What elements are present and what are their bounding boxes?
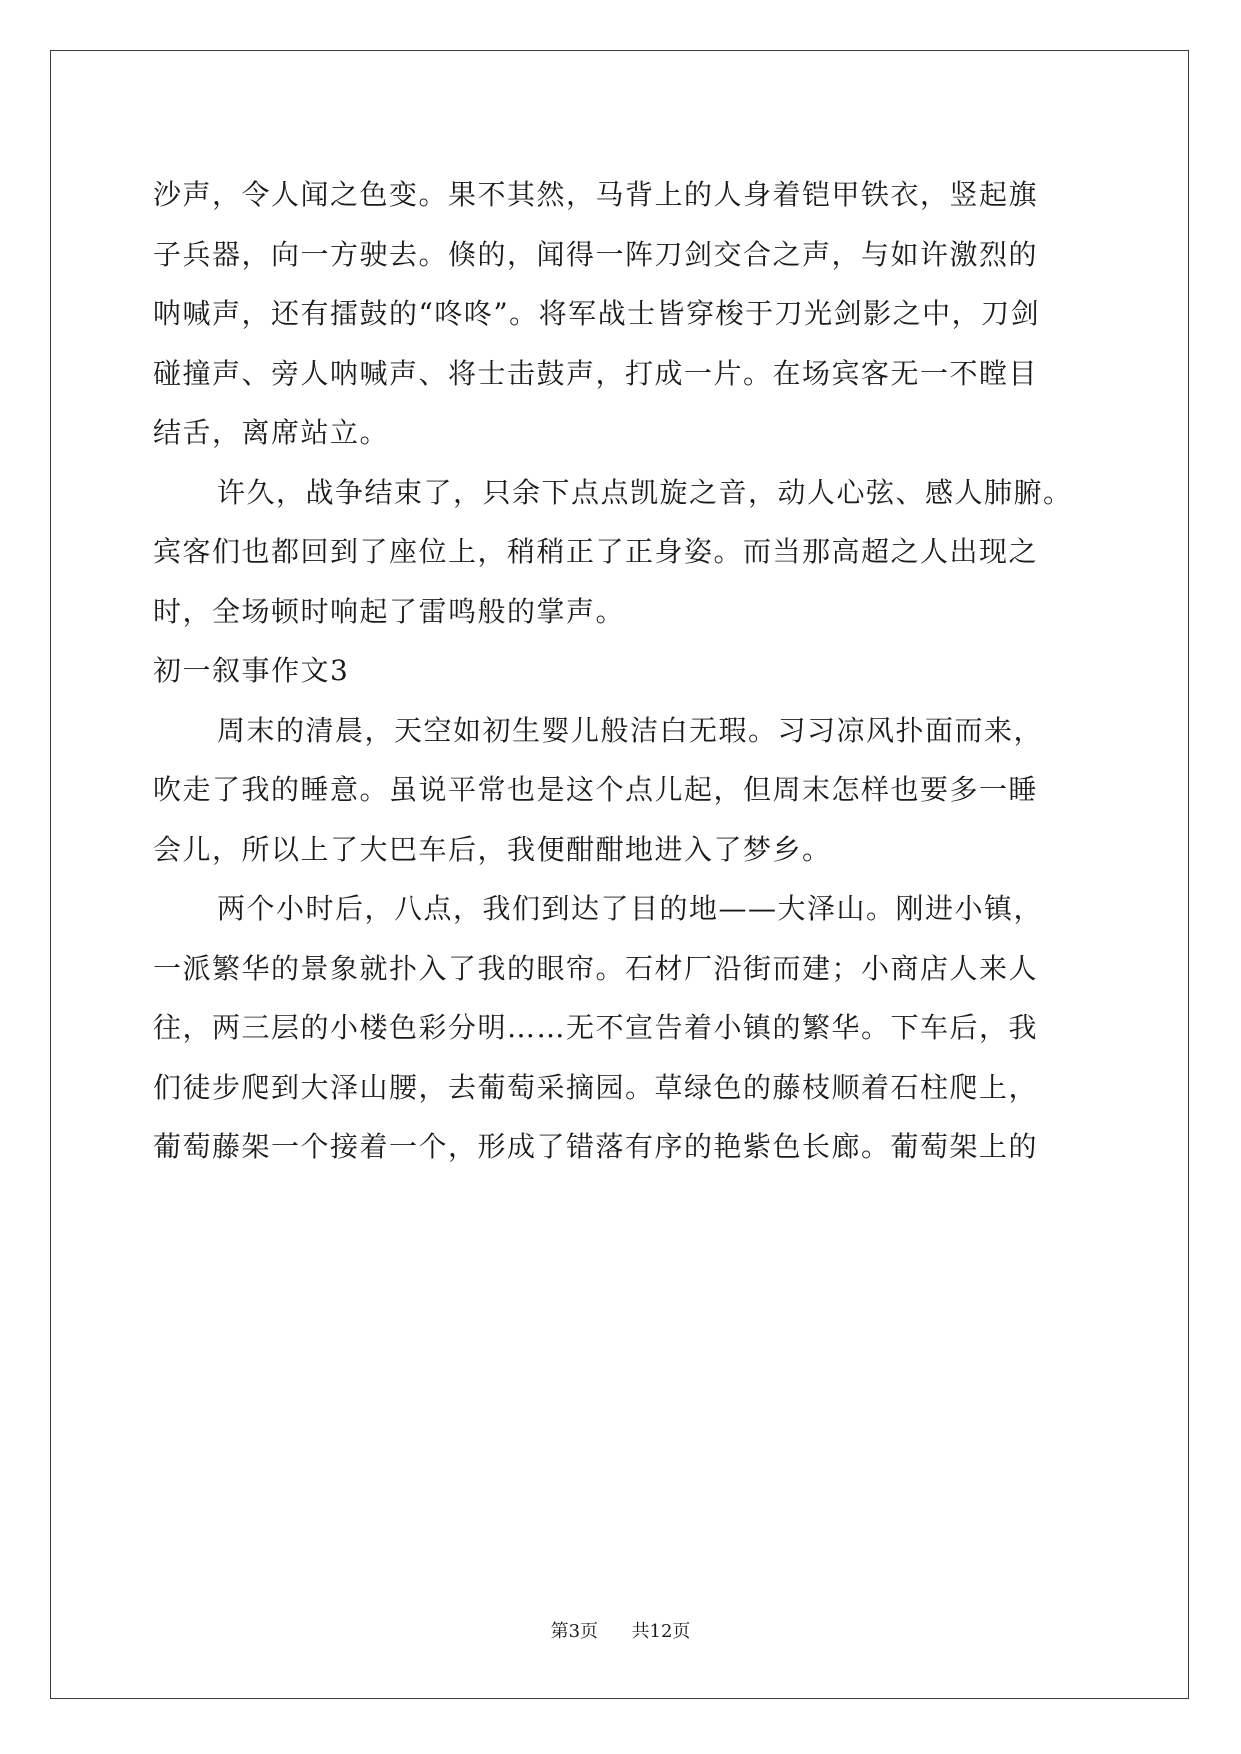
text-line: 时，全场顿时响起了雷鸣般的掌声。 xyxy=(153,594,626,628)
text-line: 们徒步爬到大泽山腰，去葡萄采摘园。草绿色的藤枝顺着石柱爬上， xyxy=(153,1070,1039,1104)
total-page-count: 共12页 xyxy=(631,1621,691,1642)
page-footer xyxy=(0,1617,1241,1643)
text-line: 沙声，令人闻之色变。果不其然，马背上的人身着铠甲铁衣，竖起旗 xyxy=(153,178,1039,211)
section-heading: 初一叙事作文3 xyxy=(153,654,350,687)
paragraph-start-line: 两个小时后，八点，我们到达了目的地——大泽山。刚进小镇， xyxy=(217,892,1044,925)
text-line: 会儿，所以上了大巴车后，我便酣酣地进入了梦乡。 xyxy=(153,832,832,866)
text-line: 结舌，离席站立。 xyxy=(153,416,390,449)
text-line: 呐喊声，还有擂鼓的“咚咚”。将军战士皆穿梭于刀光剑影之中，刀剑 xyxy=(153,297,1041,330)
current-page-number: 第3页 xyxy=(550,1621,599,1642)
text-line: 吹走了我的睡意。虽说平常也是这个点儿起，但周末怎样也要多一睡 xyxy=(153,773,1039,806)
text-line: 子兵器，向一方驶去。倏的，闻得一阵刀剑交合之声，与如许激烈的 xyxy=(153,237,1039,271)
text-line: 往，两三层的小楼色彩分明……无不宣告着小镇的繁华。下车后，我 xyxy=(153,1011,1039,1044)
text-line: 碰撞声、旁人呐喊声、将士击鼓声，打成一片。在场宾客无一不瞠目 xyxy=(153,356,1039,390)
paragraph-start-line: 许久，战争结束了，只余下点点凯旋之音，动人心弦、感人肺腑。 xyxy=(217,475,1073,509)
text-line: 宾客们也都回到了座位上，稍稍正了正身姿。而当那高超之人出现之 xyxy=(153,535,1039,568)
text-line: 一派繁华的景象就扑入了我的眼帘。石材厂沿街而建；小商店人来人 xyxy=(153,951,1039,985)
text-line: 葡萄藤架一个接着一个，形成了错落有序的艳紫色长廊。葡萄架上的 xyxy=(153,1130,1039,1163)
document-body xyxy=(153,165,1113,1177)
paragraph-start-line: 周末的清晨，天空如初生婴儿般洁白无瑕。习习凉风扑面而来， xyxy=(217,713,1044,747)
